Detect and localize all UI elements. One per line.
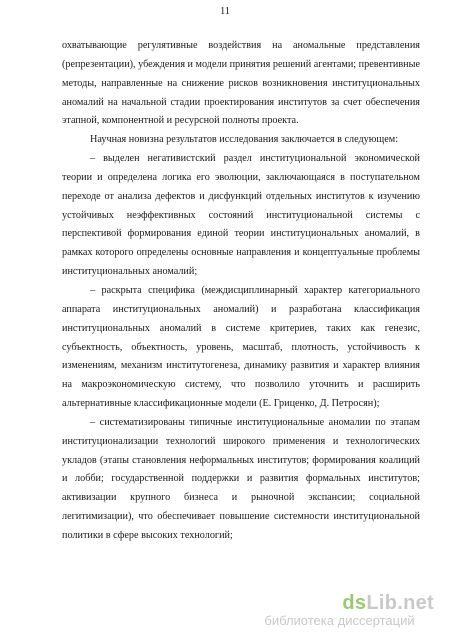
logo-rest: Lib.net bbox=[366, 592, 434, 614]
paragraph-continuation: охватывающие регулятивные воздействия на аномальные представления (репрезентации), убеждения и модели принятия решений агентами; превентивные методы, направленные на снижение рисков возникновения институциональных аномалий на начальной стадии проектирования институтов за счет обеспечения этапной, компонентной и ресурсной полноты проекта. bbox=[62, 40, 420, 127]
paragraph-novelty-intro: Научная новизна результатов исследования заключается в следующем: bbox=[90, 134, 399, 146]
paragraph-item-2: – раскрыта специфика (междисциплинарный характер категориального аппарата институциональных аномалий) и разработана классификация институциональных аномалий в системе критериев, таких как генезис, субъектность, объектность, уровень, масштаб, плотность, устойчивость к изменениям, механизм институтогенеза, динамику развития и характер влияния на макроэкономическую систему, что позволило уточнить и расширить альтернативные классификационные модели (Е. Гриценко, Д. Петросян); bbox=[62, 284, 420, 410]
paragraph-item-1: – выделен негативистский раздел институциональной экономической теории и определена логика его эволюции, заключающаяся в поступательном переходе от анализа дефектов и дисфункций отдельных институтов к изучению устойчивых неэффективных состояний институциональной системы с перспективой формирования единой теории институциональных аномалий, в рамках которого определены основные направления и концептуальные проблемы институциональных аномалий; bbox=[62, 153, 420, 278]
dslib-tagline: библиотека диссертаций bbox=[264, 613, 415, 628]
paragraph-item-3: – систематизированы типичные институциональные аномалии по этапам институционализации технологий широкого применения и технологических укладов (этапы становления неформальных институтов; формирования коалиций и лобби; государственной поддержки и развития формальных институтов; активизации крупного бизнеса и рыночной экспансии; социальной легитимизации), что обеспечивает повышение системности институциональной политики в сфере высоких технологий; bbox=[62, 416, 420, 541]
dslib-logo bbox=[264, 593, 434, 613]
document-body bbox=[62, 37, 420, 546]
dslib-watermark bbox=[264, 593, 434, 629]
logo-prefix: ds bbox=[342, 592, 367, 614]
page-number: 11 bbox=[219, 6, 231, 17]
